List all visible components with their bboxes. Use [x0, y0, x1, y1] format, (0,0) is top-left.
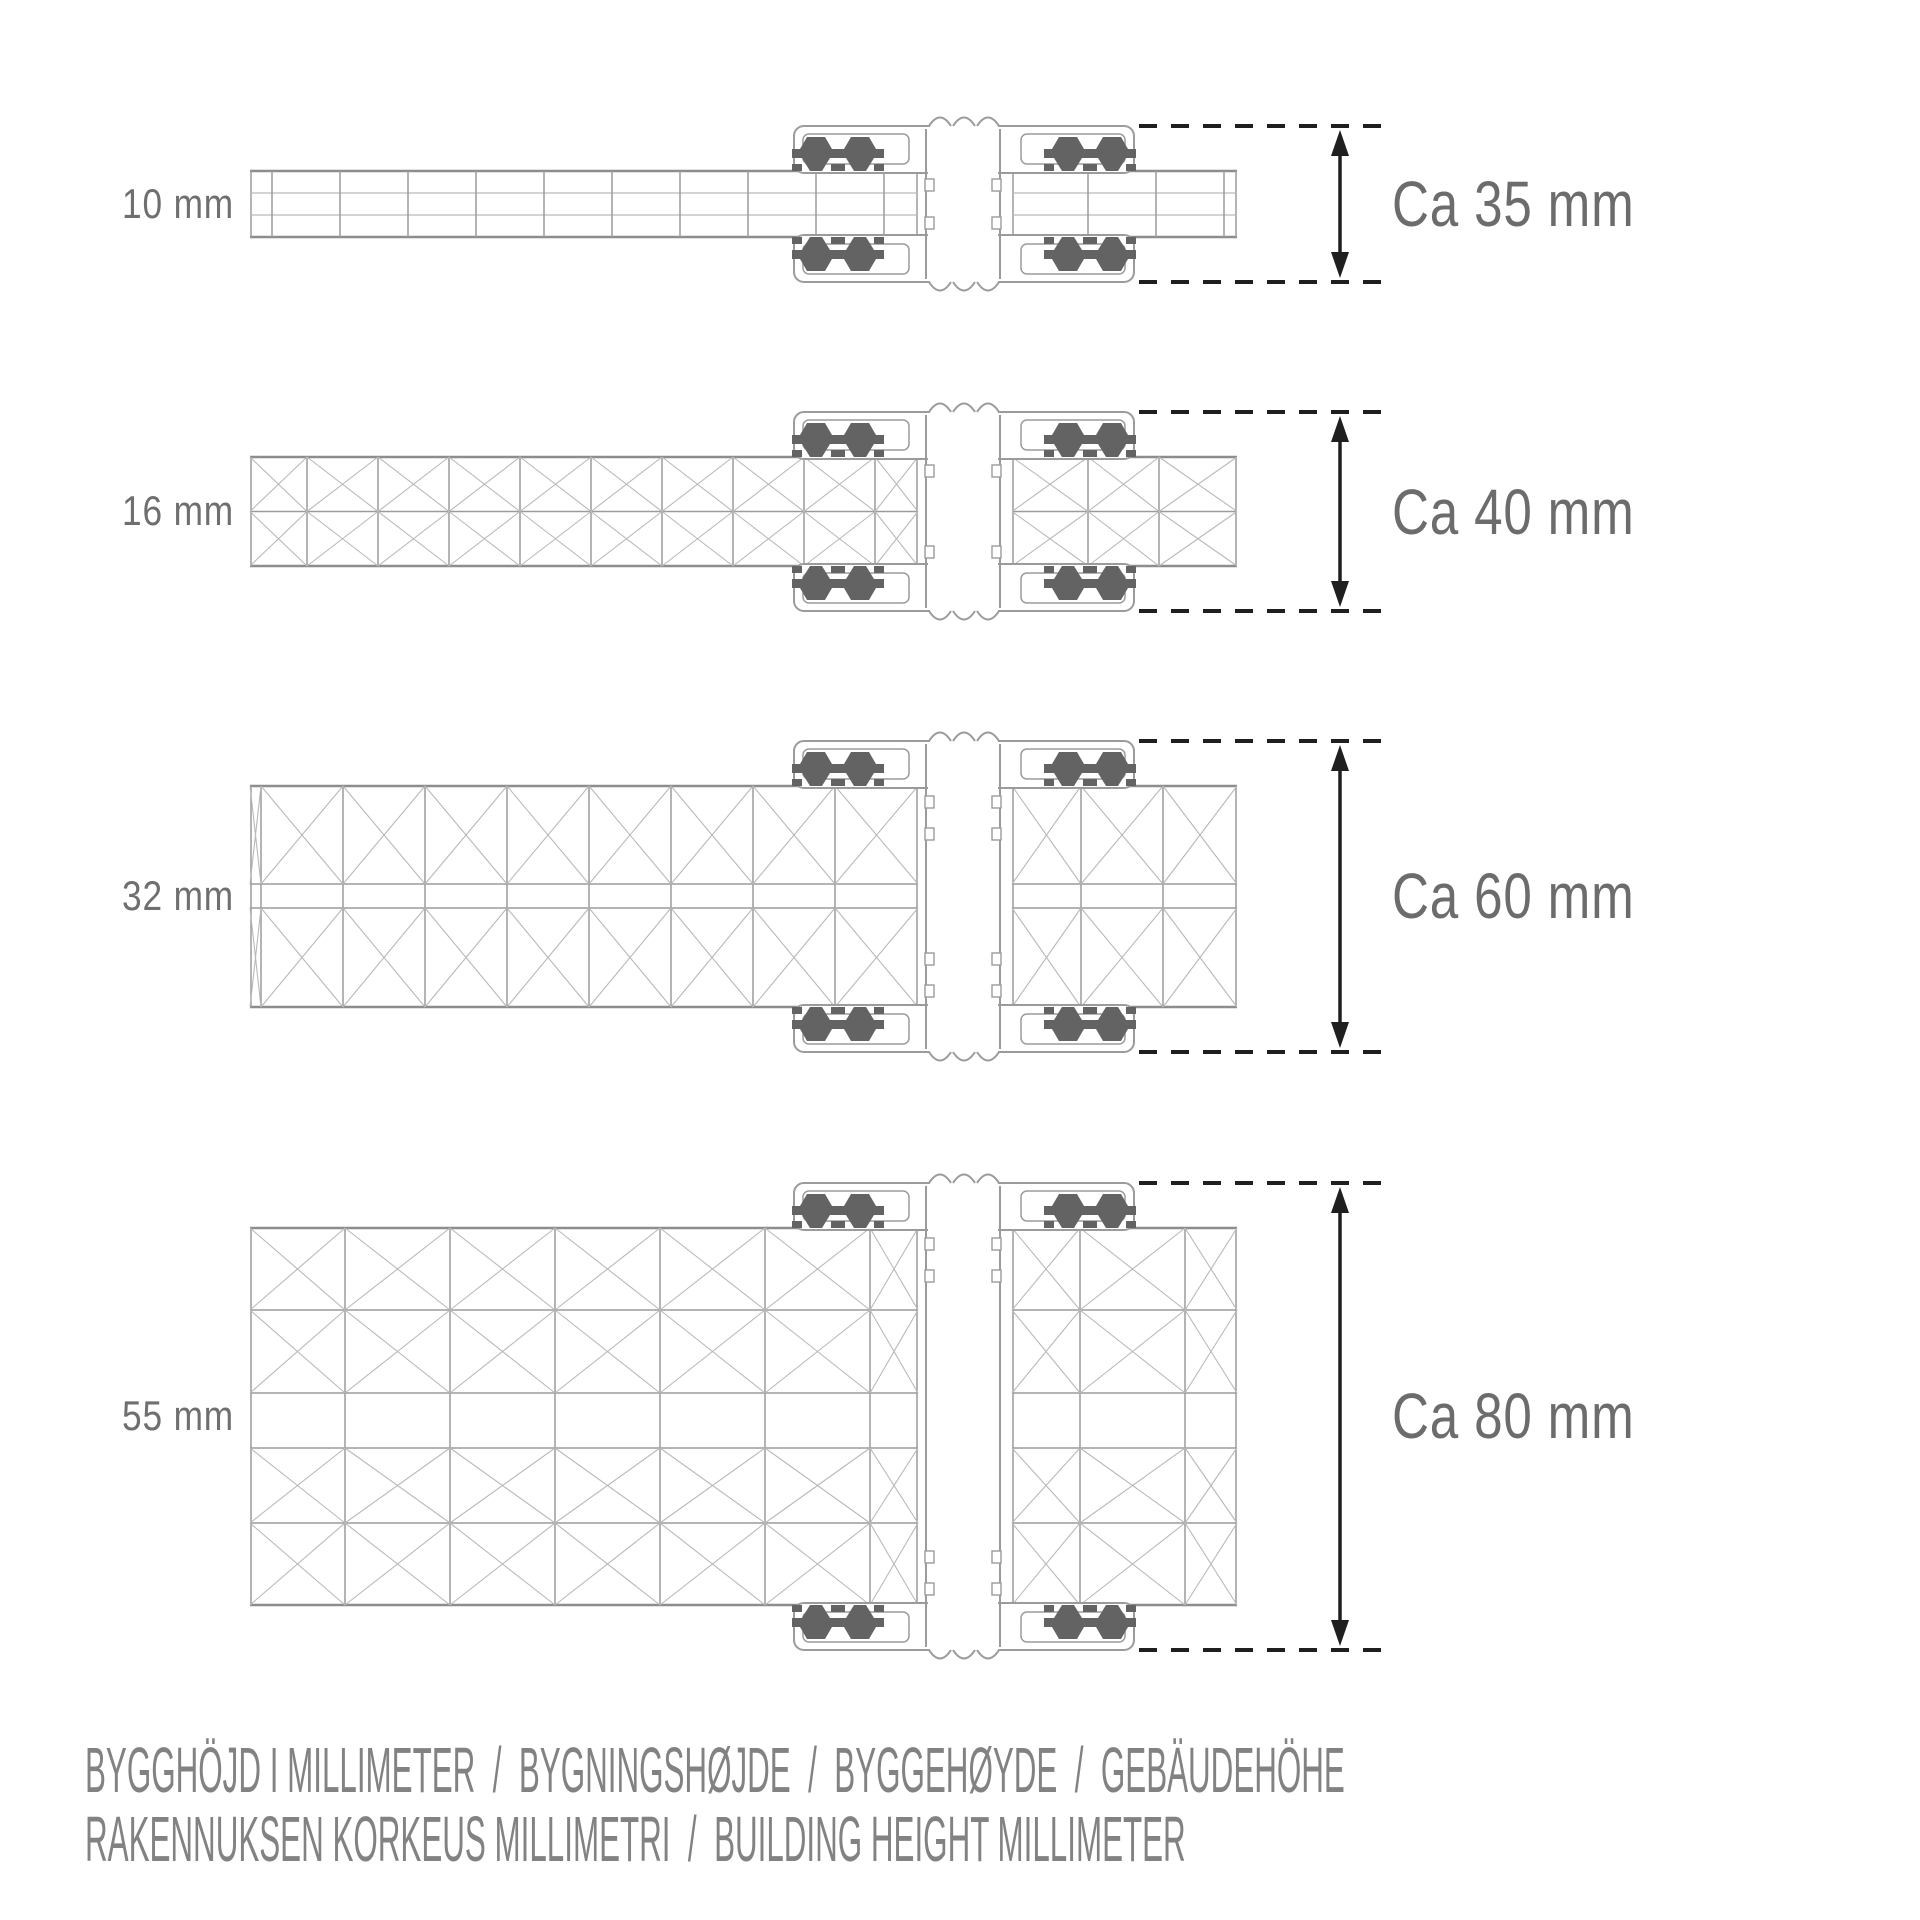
footer-caption-line-1: BYGGHÖJD I MILLIMETER / BYGNINGSHØJDE / BYGGEHØYDE / GEBÄUDEHÖHE [85, 1734, 1345, 1806]
panel-thickness-label: 10 mm [122, 180, 235, 227]
build-height-label: Ca 35 mm [1392, 168, 1635, 240]
panel-thickness-label: 55 mm [122, 1392, 235, 1439]
build-height-label: Ca 60 mm [1392, 860, 1635, 932]
diagram-row [250, 733, 1381, 1061]
diagram-row [250, 118, 1381, 291]
panel-thickness-label: 16 mm [122, 487, 235, 534]
build-height-label: Ca 80 mm [1392, 1380, 1635, 1452]
panel-thickness-label: 32 mm [122, 872, 235, 919]
diagram-row [250, 1175, 1381, 1659]
build-height-label: Ca 40 mm [1392, 476, 1635, 548]
diagram-row [250, 404, 1381, 620]
footer-caption-line-2: RAKENNUKSEN KORKEUS MILLIMETRI / BUILDING HEIGHT MILLIMETER [85, 1803, 1186, 1875]
